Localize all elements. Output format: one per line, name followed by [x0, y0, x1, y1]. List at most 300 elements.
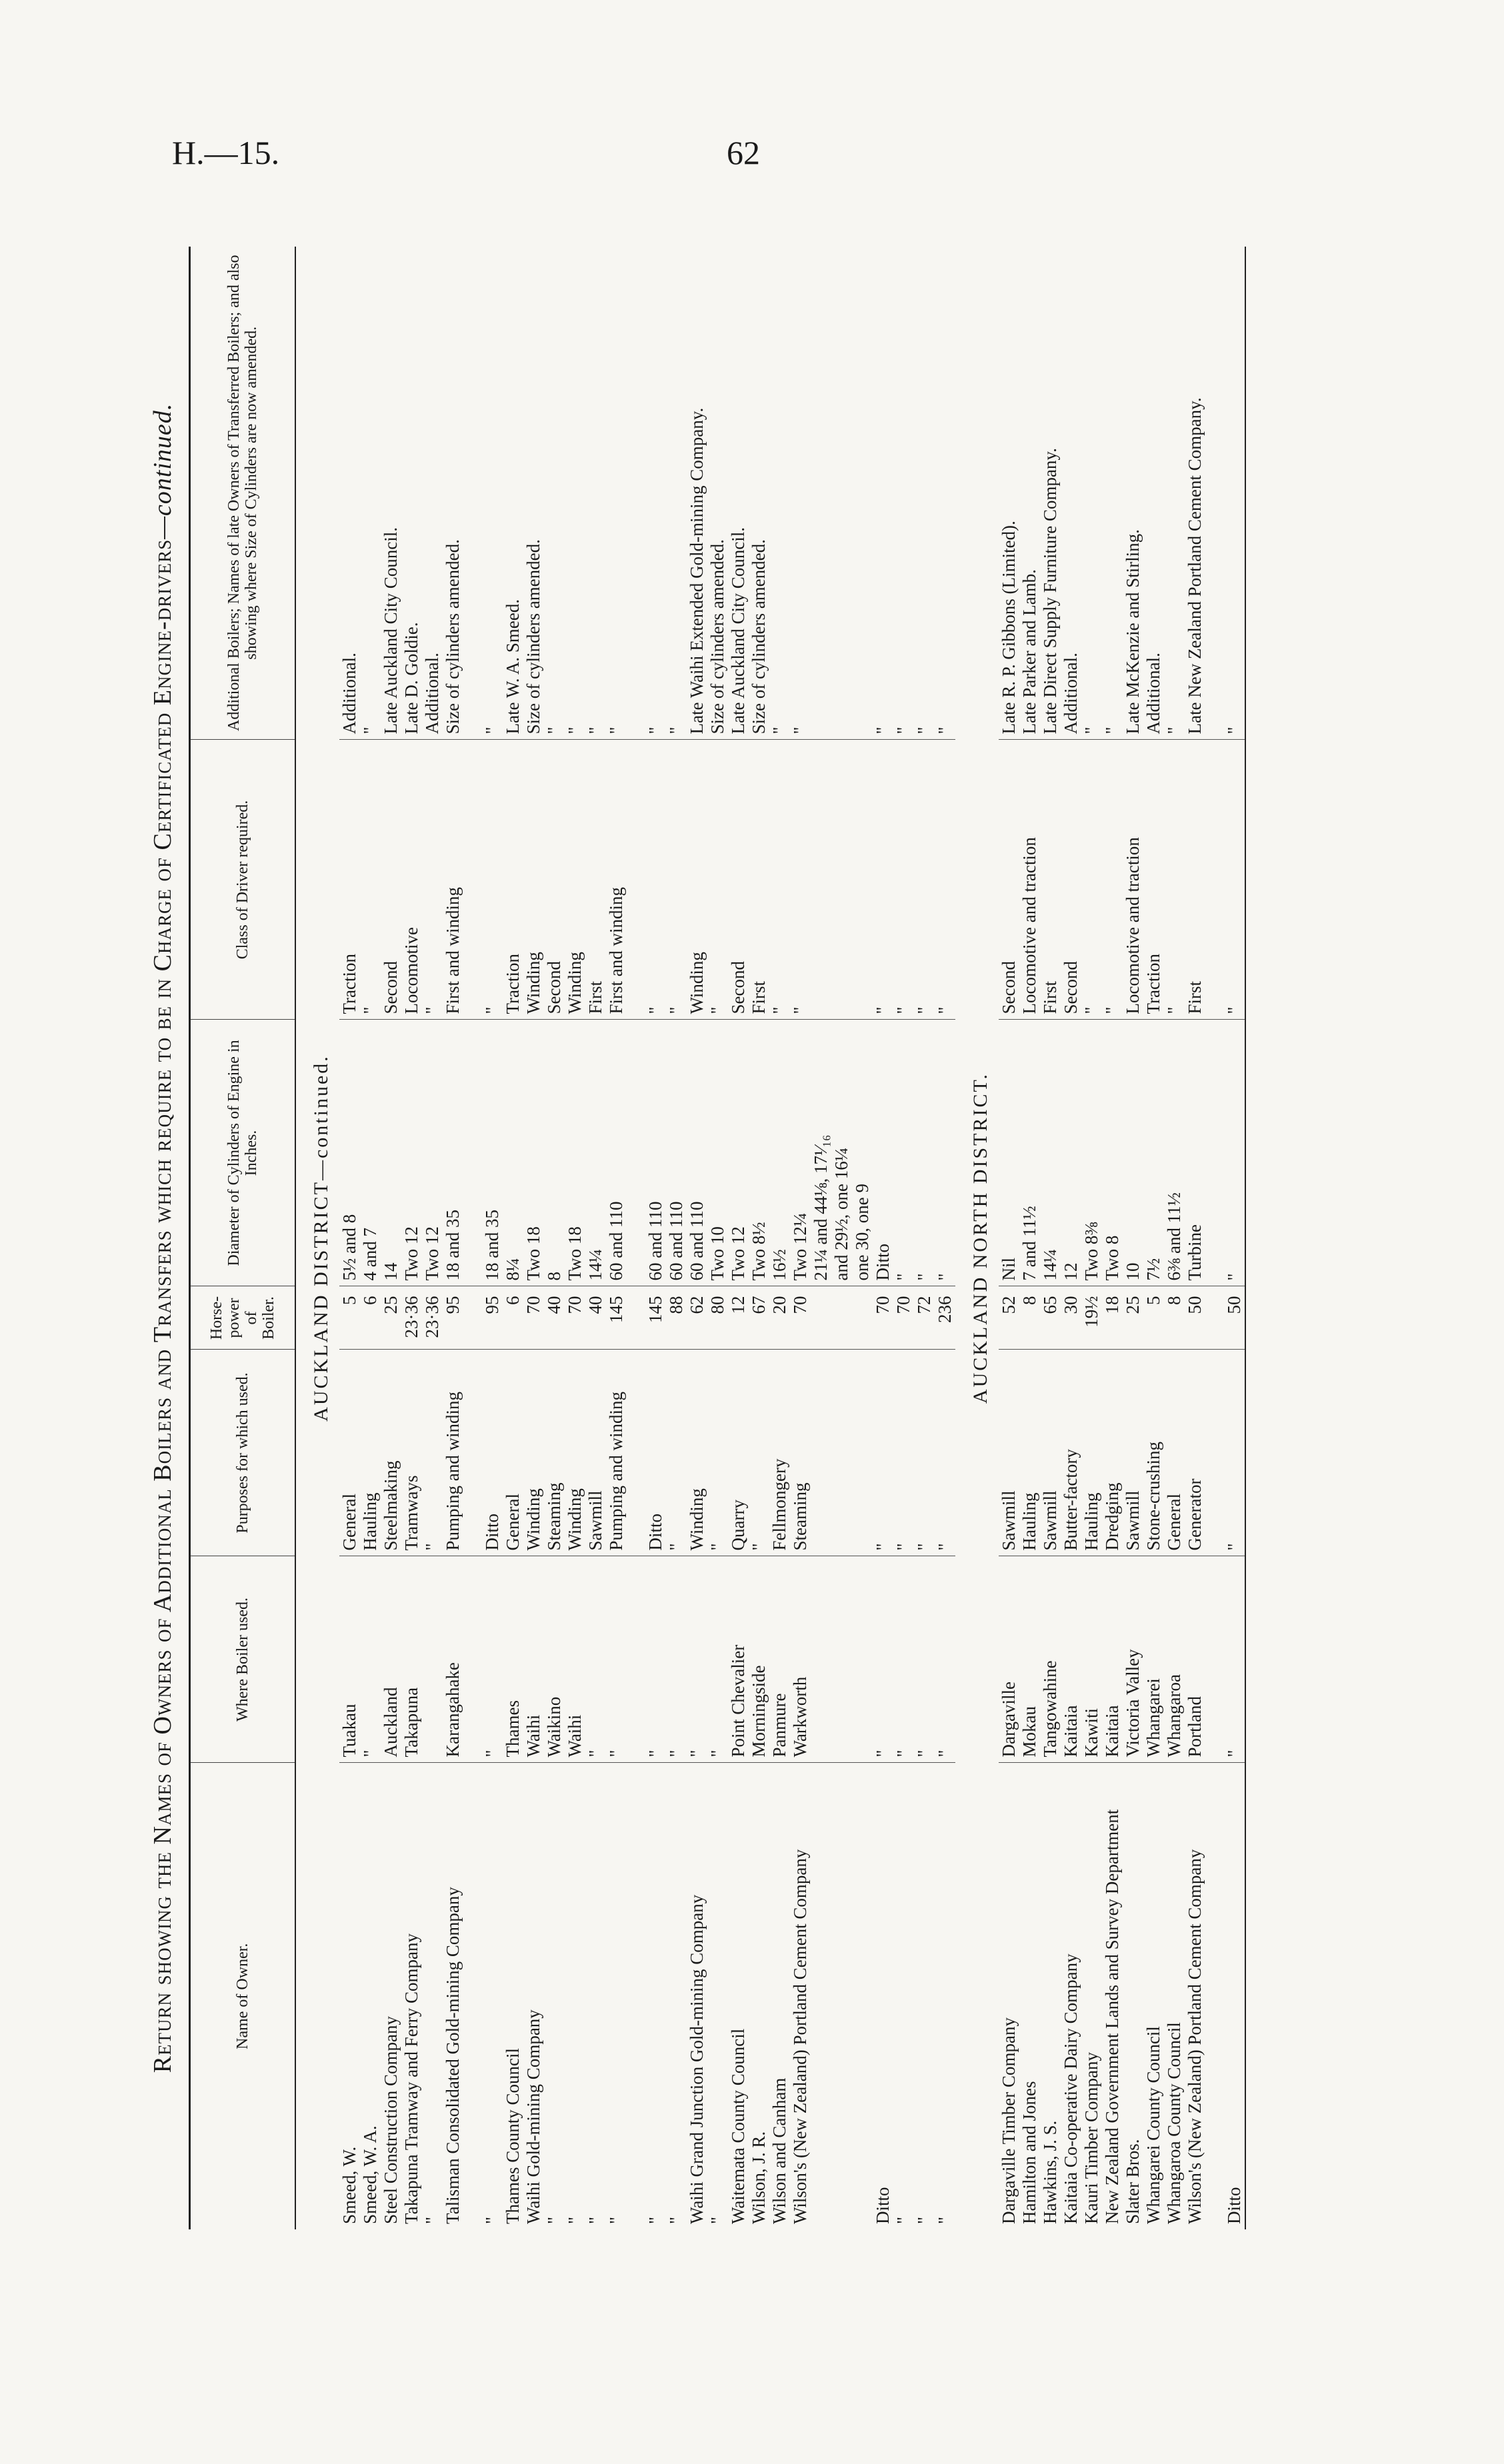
- diameter-cell: 60 and 110: [666, 1020, 687, 1286]
- purpose-cell: General: [503, 1350, 523, 1556]
- owner-name-cell: Wilson, J. R.: [749, 2131, 769, 2224]
- diameter-cell: Two 12: [728, 1020, 749, 1286]
- purpose-cell: Stone-crushing: [1143, 1350, 1164, 1556]
- owner-name-cell: Waitemata County Council: [728, 2028, 748, 2224]
- table-row: [422, 247, 443, 2229]
- purpose-cell: Steaming: [544, 1350, 565, 1556]
- table-row: [999, 247, 1019, 2229]
- driver-class-cell: ": [769, 740, 790, 1020]
- remarks-cell: ": [935, 247, 955, 740]
- district-label: AUCKLAND DISTRICT—continued.: [310, 1054, 332, 1422]
- where-cell: ": [687, 1556, 707, 1763]
- where-cell: Tangowahine: [1040, 1556, 1061, 1763]
- driver-class-cell: ": [463, 740, 503, 1020]
- where-cell: Morningside: [749, 1556, 769, 1763]
- header-horse-power: Horse-power of Boiler.: [190, 1286, 296, 1350]
- diameter-cell: 21¼ and 44⅛, 17¹⁄₁₆: [811, 1020, 831, 1286]
- where-cell: Karangahake: [443, 1556, 463, 1763]
- table-title-continued: —continued.: [149, 403, 177, 539]
- horse-power-cell: 88: [666, 1286, 687, 1350]
- owner-name-cell: Hamilton and Jones: [1019, 2081, 1039, 2224]
- horse-power-cell: 67: [749, 1286, 769, 1350]
- table-row: [811, 247, 831, 2229]
- purpose-cell: Hauling: [360, 1350, 381, 1556]
- driver-class-cell: ": [422, 740, 443, 1020]
- horse-power-cell: 50: [1185, 1286, 1205, 1350]
- driver-class-cell: ": [790, 740, 811, 1020]
- horse-power-cell: 236: [935, 1286, 955, 1350]
- horse-power-cell: 6: [360, 1286, 381, 1350]
- owner-name-cell: Waihi Gold-mining Company: [523, 2009, 543, 2224]
- remarks-cell: Late W. A. Smeed.: [503, 247, 523, 740]
- diameter-cell: 16½: [769, 1020, 790, 1286]
- header-name: Name of Owner.: [190, 1763, 296, 2229]
- owner-name-cell: Waihi Grand Junction Gold-mining Company: [687, 1894, 707, 2224]
- remarks-cell: Late D. Goldie.: [401, 247, 422, 740]
- horse-power-cell: 145: [606, 1286, 627, 1350]
- owner-name-cell: ": [544, 2216, 564, 2224]
- where-cell: Takapuna: [401, 1556, 422, 1763]
- remarks-cell: Additional.: [1143, 247, 1164, 740]
- purpose-cell: Pumping and winding: [606, 1350, 627, 1556]
- remarks-cell: ": [1164, 247, 1185, 740]
- purpose-cell: General: [339, 1350, 360, 1556]
- table-row: [565, 247, 585, 2229]
- horse-power-cell: 25: [381, 1286, 401, 1350]
- diameter-cell: 8: [544, 1020, 565, 1286]
- purpose-cell: Dredging: [1102, 1350, 1123, 1556]
- remarks-cell: [852, 247, 873, 740]
- diameter-cell: Two 10: [707, 1020, 728, 1286]
- driver-class-cell: ": [666, 740, 687, 1020]
- horse-power-cell: 145: [627, 1286, 666, 1350]
- remarks-cell: Late New Zealand Portland Cement Company.: [1185, 247, 1205, 740]
- purpose-cell: General: [1164, 1350, 1185, 1556]
- owner-name-cell: ": [893, 2216, 913, 2224]
- boilers-table: [189, 247, 1255, 2229]
- where-cell: ": [707, 1556, 728, 1763]
- where-cell: Whangarei: [1143, 1556, 1164, 1763]
- purpose-cell: Winding: [687, 1350, 707, 1556]
- driver-class-cell: Second: [728, 740, 749, 1020]
- driver-class-cell: Second: [999, 740, 1019, 1020]
- driver-class-cell: Second: [381, 740, 401, 1020]
- driver-class-cell: ": [914, 740, 935, 1020]
- horse-power-cell: 52: [999, 1286, 1019, 1350]
- table-row: [1102, 247, 1123, 2229]
- remarks-cell: [811, 247, 831, 740]
- table-row: [627, 247, 666, 2229]
- where-cell: ": [585, 1556, 606, 1763]
- where-cell: Whangaroa: [1164, 1556, 1185, 1763]
- diameter-cell: 14¼: [1040, 1020, 1061, 1286]
- purpose-cell: Quarry: [728, 1350, 749, 1556]
- where-cell: ": [666, 1556, 687, 1763]
- where-cell: Dargaville: [999, 1556, 1019, 1763]
- where-cell: [831, 1556, 852, 1763]
- where-cell: Kaitaia: [1061, 1556, 1081, 1763]
- purpose-cell: Ditto: [463, 1350, 503, 1556]
- table-row: [606, 247, 627, 2229]
- driver-class-cell: Locomotive and traction: [1123, 740, 1143, 1020]
- where-cell: Mokau: [1019, 1556, 1040, 1763]
- owner-name-cell: Ditto: [873, 2187, 893, 2224]
- driver-class-cell: ": [1102, 740, 1123, 1020]
- horse-power-cell: 70: [790, 1286, 811, 1350]
- remarks-cell: ": [666, 247, 687, 740]
- driver-class-cell: Second: [544, 740, 565, 1020]
- diameter-cell: Two 8: [1102, 1020, 1123, 1286]
- driver-class-cell: Winding: [565, 740, 585, 1020]
- diameter-cell: 14¼: [585, 1020, 606, 1286]
- purpose-cell: Steaming: [790, 1350, 811, 1556]
- purpose-cell: Tramways: [401, 1350, 422, 1556]
- purpose-cell: Steelmaking: [381, 1350, 401, 1556]
- where-cell: ": [627, 1556, 666, 1763]
- remarks-cell: ": [1081, 247, 1102, 740]
- driver-class-cell: ": [1164, 740, 1185, 1020]
- remarks-cell: ": [544, 247, 565, 740]
- where-cell: Tuakau: [339, 1556, 360, 1763]
- horse-power-cell: 23·36: [422, 1286, 443, 1350]
- diameter-cell: 10: [1123, 1020, 1143, 1286]
- where-cell: ": [360, 1556, 381, 1763]
- owner-name-cell: [852, 1763, 873, 2229]
- horse-power-cell: 70: [873, 1286, 893, 1350]
- table-row: [1040, 247, 1061, 2229]
- remarks-cell: Additional.: [1061, 247, 1081, 740]
- driver-class-cell: ": [935, 740, 955, 1020]
- diameter-cell: Two 12: [401, 1020, 422, 1286]
- table-row: [381, 247, 401, 2229]
- diameter-cell: Turbine: [1185, 1020, 1205, 1286]
- owner-name-cell: ": [585, 2216, 605, 2224]
- horse-power-cell: [852, 1286, 873, 1350]
- driver-class-cell: ": [1205, 740, 1245, 1020]
- driver-class-cell: ": [873, 740, 893, 1020]
- purpose-cell: Hauling: [1081, 1350, 1102, 1556]
- remarks-cell: ": [893, 247, 914, 740]
- owner-name-cell: ": [482, 2216, 502, 2224]
- horse-power-cell: 70: [523, 1286, 544, 1350]
- diameter-cell: Nil: [999, 1020, 1019, 1286]
- table-body: [295, 247, 1245, 2229]
- driver-class-cell: ": [360, 740, 381, 1020]
- remarks-cell: Additional.: [339, 247, 360, 740]
- remarks-cell: [831, 247, 852, 740]
- horse-power-cell: 70: [565, 1286, 585, 1350]
- horse-power-cell: 12: [728, 1286, 749, 1350]
- diameter-cell: 6⅜ and 11½: [1164, 1020, 1185, 1286]
- where-cell: Waikino: [544, 1556, 565, 1763]
- driver-class-cell: ": [893, 740, 914, 1020]
- owner-name-cell: Thames County Council: [503, 2048, 523, 2224]
- driver-class-cell: Winding: [523, 740, 544, 1020]
- table-row: [339, 247, 360, 2229]
- owner-name-cell: New Zealand Government Lands and Survey Department: [1102, 1809, 1122, 2224]
- remarks-cell: Late Parker and Lamb.: [1019, 247, 1040, 740]
- remarks-cell: Late McKenzie and Stirling.: [1123, 247, 1143, 740]
- header-remarks: Additional Boilers; Names of late Owners of Transferred Boilers; and also showing where Size of Cylinders are now amended.: [190, 247, 296, 740]
- purpose-cell: Ditto: [627, 1350, 666, 1556]
- driver-class-cell: [811, 740, 831, 1020]
- rotated-return-table: [137, 247, 1377, 2229]
- where-cell: Victoria Valley: [1123, 1556, 1143, 1763]
- purpose-cell: ": [935, 1350, 955, 1556]
- table-row: [1205, 247, 1245, 2229]
- horse-power-cell: 72: [914, 1286, 935, 1350]
- horse-power-cell: 30: [1061, 1286, 1081, 1350]
- driver-class-cell: Locomotive and traction: [1019, 740, 1040, 1020]
- table-row: [935, 247, 955, 2229]
- remarks-cell: Late Direct Supply Furniture Company.: [1040, 247, 1061, 740]
- horse-power-cell: 65: [1040, 1286, 1061, 1350]
- purpose-cell: ": [707, 1350, 728, 1556]
- purpose-cell: ": [666, 1350, 687, 1556]
- report-code: H.—15.: [172, 134, 280, 171]
- where-cell: Waihi: [565, 1556, 585, 1763]
- where-cell: ": [914, 1556, 935, 1763]
- where-cell: [852, 1556, 873, 1763]
- owner-name-cell: Whangaroa County Council: [1164, 2022, 1184, 2224]
- diameter-cell: ": [914, 1020, 935, 1286]
- where-cell: ": [935, 1556, 955, 1763]
- remarks-cell: Late Auckland City Council.: [728, 247, 749, 740]
- diameter-cell: 5½ and 8: [339, 1020, 360, 1286]
- driver-class-cell: First: [1040, 740, 1061, 1020]
- where-cell: [811, 1556, 831, 1763]
- diameter-cell: ": [935, 1020, 955, 1286]
- driver-class-cell: Traction: [1143, 740, 1164, 1020]
- purpose-cell: ": [749, 1350, 769, 1556]
- table-row: [790, 247, 811, 2229]
- purpose-cell: Pumping and winding: [443, 1350, 463, 1556]
- horse-power-cell: 70: [893, 1286, 914, 1350]
- purpose-cell: ": [893, 1350, 914, 1556]
- horse-power-cell: 40: [585, 1286, 606, 1350]
- driver-class-cell: First: [585, 740, 606, 1020]
- table-row: [687, 247, 707, 2229]
- owner-name-cell: Wilson's (New Zealand) Portland Cement Company: [790, 1849, 810, 2224]
- remarks-cell: Size of cylinders amended.: [523, 247, 544, 740]
- driver-class-cell: First and winding: [606, 740, 627, 1020]
- purpose-cell: Hauling: [1019, 1350, 1040, 1556]
- purpose-cell: Fellmongery: [769, 1350, 790, 1556]
- where-cell: ": [893, 1556, 914, 1763]
- horse-power-cell: 40: [544, 1286, 565, 1350]
- table-row: [503, 247, 523, 2229]
- table-row: [769, 247, 790, 2229]
- table-row: [1185, 247, 1205, 2229]
- horse-power-cell: 6: [503, 1286, 523, 1350]
- purpose-cell: ": [422, 1350, 443, 1556]
- purpose-cell: ": [1205, 1350, 1245, 1556]
- driver-class-cell: Winding: [687, 740, 707, 1020]
- diameter-cell: ": [1205, 1020, 1245, 1286]
- owner-name-cell: Talisman Consolidated Gold-mining Company: [443, 1887, 463, 2224]
- remarks-cell: Late R. P. Gibbons (Limited).: [999, 247, 1019, 740]
- horse-power-cell: [831, 1286, 852, 1350]
- driver-class-cell: Second: [1061, 740, 1081, 1020]
- diameter-cell: 8¼: [503, 1020, 523, 1286]
- where-cell: ": [463, 1556, 503, 1763]
- owner-name-cell: ": [422, 2216, 442, 2224]
- where-cell: ": [606, 1556, 627, 1763]
- driver-class-cell: First: [749, 740, 769, 1020]
- driver-class-cell: [831, 740, 852, 1020]
- diameter-cell: 60 and 110: [627, 1020, 666, 1286]
- remarks-cell: Size of cylinders amended.: [707, 247, 728, 740]
- owner-name-cell: Slater Bros.: [1123, 2139, 1143, 2224]
- driver-class-cell: Traction: [339, 740, 360, 1020]
- purpose-cell: [811, 1350, 831, 1556]
- owner-name-cell: ": [666, 2216, 686, 2224]
- driver-class-cell: Traction: [503, 740, 523, 1020]
- horse-power-cell: 62: [687, 1286, 707, 1350]
- table-row: [1123, 247, 1143, 2229]
- owner-name-cell: Kaitaia Co-operative Dairy Company: [1061, 1953, 1081, 2224]
- table-title-main: Return showing the Names of Owners of Additional Boilers and Transfers which require to be in Charge of Certificated Engine-drivers: [149, 539, 177, 2073]
- remarks-cell: ": [790, 247, 811, 740]
- remarks-cell: Size of cylinders amended.: [443, 247, 463, 740]
- driver-class-cell: First: [1185, 740, 1205, 1020]
- horse-power-cell: [811, 1286, 831, 1350]
- diameter-cell: Two 18: [565, 1020, 585, 1286]
- where-cell: [422, 1556, 443, 1763]
- owner-name-cell: Hawkins, J. S.: [1040, 2120, 1060, 2224]
- diameter-cell: 12: [1061, 1020, 1081, 1286]
- diameter-cell: Two 18: [523, 1020, 544, 1286]
- remarks-cell: ": [565, 247, 585, 740]
- owner-name-cell: ": [565, 2216, 585, 2224]
- table-row: [707, 247, 728, 2229]
- where-cell: Portland: [1185, 1556, 1205, 1763]
- horse-power-cell: 20: [769, 1286, 790, 1350]
- purpose-cell: Winding: [523, 1350, 544, 1556]
- remarks-cell: ": [1205, 247, 1245, 740]
- district-heading: [295, 247, 339, 2229]
- owner-name-cell: Smeed, W. A.: [360, 2125, 380, 2224]
- purpose-cell: ": [914, 1350, 935, 1556]
- where-cell: Warkworth: [790, 1556, 811, 1763]
- horse-power-cell: 50: [1205, 1286, 1245, 1350]
- table-row: [914, 247, 935, 2229]
- diameter-cell: 18 and 35: [463, 1020, 503, 1286]
- driver-class-cell: Locomotive: [401, 740, 422, 1020]
- diameter-cell: 60 and 110: [606, 1020, 627, 1286]
- table-row: [1081, 247, 1102, 2229]
- remarks-cell: Late Auckland City Council.: [381, 247, 401, 740]
- diameter-cell: 18 and 35: [443, 1020, 463, 1286]
- driver-class-cell: First and winding: [443, 740, 463, 1020]
- table-row: [585, 247, 606, 2229]
- footer-rule: [1245, 247, 1255, 2229]
- owner-name-cell: ": [707, 2216, 727, 2224]
- owner-name-cell: ": [606, 2216, 626, 2224]
- table-title: [137, 247, 189, 2229]
- purpose-cell: Butter-factory: [1061, 1350, 1081, 1556]
- remarks-cell: ": [769, 247, 790, 740]
- where-cell: Panmure: [769, 1556, 790, 1763]
- where-cell: Kaitaia: [1102, 1556, 1123, 1763]
- remarks-cell: Size of cylinders amended.: [749, 247, 769, 740]
- table-row: [852, 247, 873, 2229]
- where-cell: ": [1205, 1556, 1245, 1763]
- purpose-cell: [852, 1350, 873, 1556]
- table-row: [1019, 247, 1040, 2229]
- owner-name-cell: Ditto: [1224, 2187, 1244, 2224]
- table-row: [749, 247, 769, 2229]
- horse-power-cell: 5: [1143, 1286, 1164, 1350]
- table-row: [463, 247, 503, 2229]
- remarks-cell: Additional.: [422, 247, 443, 740]
- owner-name-cell: Whangarei County Council: [1143, 2026, 1163, 2224]
- diameter-cell: 7½: [1143, 1020, 1164, 1286]
- table-row: [523, 247, 544, 2229]
- horse-power-cell: 18: [1102, 1286, 1123, 1350]
- remarks-cell: ": [463, 247, 503, 740]
- owner-name-cell: ": [935, 2216, 955, 2224]
- district-heading: [955, 247, 999, 2229]
- owner-name-cell: ": [914, 2216, 934, 2224]
- diameter-cell: one 30, one 9: [852, 1020, 873, 1286]
- table-row: [893, 247, 914, 2229]
- driver-class-cell: ": [627, 740, 666, 1020]
- horse-power-cell: 5: [339, 1286, 360, 1350]
- remarks-cell: ": [627, 247, 666, 740]
- horse-power-cell: 25: [1123, 1286, 1143, 1350]
- diameter-cell: 60 and 110: [687, 1020, 707, 1286]
- horse-power-cell: 95: [443, 1286, 463, 1350]
- purpose-cell: Generator: [1185, 1350, 1205, 1556]
- remarks-cell: ": [1102, 247, 1123, 740]
- header-purpose: Purposes for which used.: [190, 1350, 296, 1556]
- table-row: [360, 247, 381, 2229]
- diameter-cell: Ditto: [873, 1020, 893, 1286]
- purpose-cell: ": [873, 1350, 893, 1556]
- owner-name-cell: Kauri Timber Company: [1081, 2051, 1101, 2224]
- purpose-cell: Sawmill: [999, 1350, 1019, 1556]
- driver-class-cell: ": [707, 740, 728, 1020]
- owner-name-cell: Wilson's (New Zealand) Portland Cement Company: [1185, 1849, 1205, 2224]
- owner-name-cell: [831, 1763, 852, 2229]
- purpose-cell: Sawmill: [1123, 1350, 1143, 1556]
- table-row: [728, 247, 749, 2229]
- table-row: [1164, 247, 1185, 2229]
- owner-name-cell: Dargaville Timber Company: [999, 2017, 1019, 2224]
- owner-name-cell: Steel Construction Company: [381, 2016, 401, 2224]
- remarks-cell: ": [585, 247, 606, 740]
- owner-name-cell: ": [645, 2216, 665, 2224]
- purpose-cell: Winding: [565, 1350, 585, 1556]
- diameter-cell: Two 8⅜: [1081, 1020, 1102, 1286]
- remarks-cell: ": [914, 247, 935, 740]
- owner-name-cell: Wilson and Canham: [769, 2077, 789, 2224]
- table-row: [1061, 247, 1081, 2229]
- diameter-cell: Two 12: [422, 1020, 443, 1286]
- district-label: AUCKLAND NORTH DISTRICT.: [969, 1072, 991, 1404]
- owner-name-cell: Smeed, W.: [339, 2146, 359, 2224]
- horse-power-cell: 80: [707, 1286, 728, 1350]
- table-row: [544, 247, 565, 2229]
- header-class: Class of Driver required.: [190, 740, 296, 1020]
- where-cell: ": [873, 1556, 893, 1763]
- horse-power-cell: 23·36: [401, 1286, 422, 1350]
- table-row: [443, 247, 463, 2229]
- horse-power-cell: 19½: [1081, 1286, 1102, 1350]
- header-diameter: Diameter of Cylinders of Engine in Inches.: [190, 1020, 296, 1286]
- table-row: [401, 247, 422, 2229]
